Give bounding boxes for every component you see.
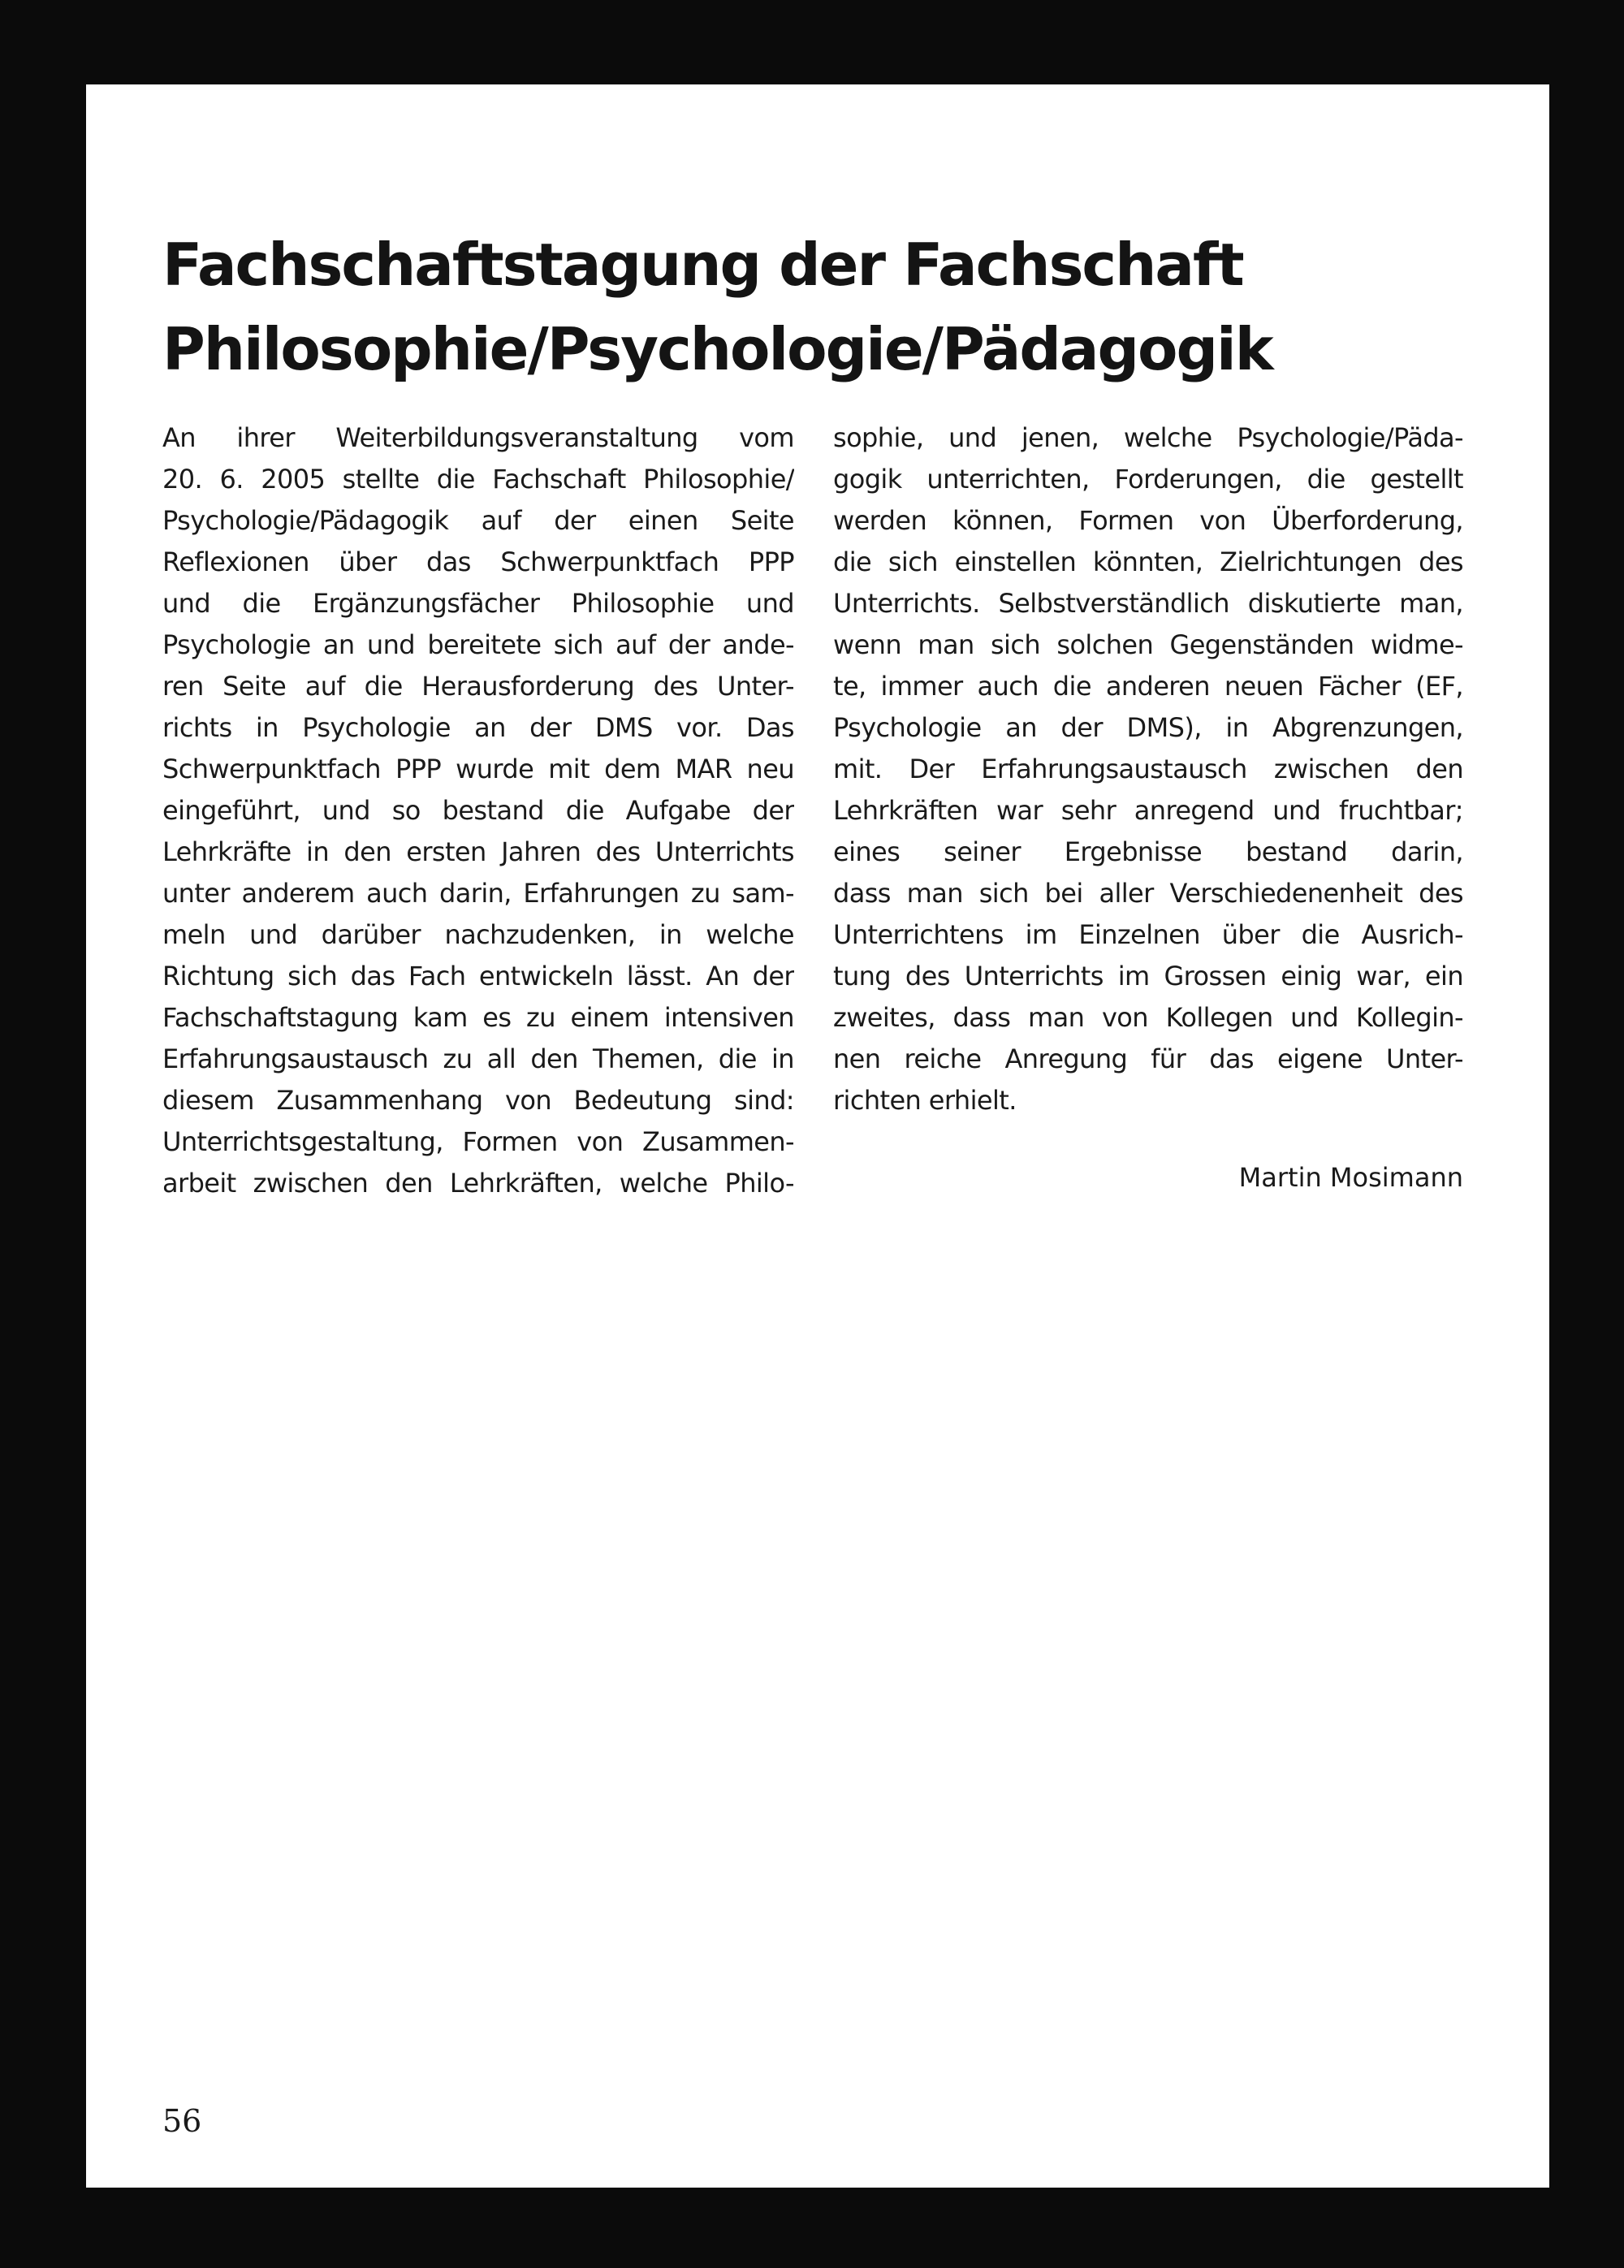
text-line: Unterrichts. Selbstverständlich diskutierte man, (833, 588, 1463, 619)
text-line: sophie, und jenen, welche Psychologie/Päda- (833, 422, 1463, 453)
text-line: Psychologie/Pädagogik auf der einen Seite (162, 505, 794, 536)
text-line: Schwerpunktfach PPP wurde mit dem MAR neu (162, 754, 794, 784)
document-page (86, 84, 1549, 2188)
text-line: dass man sich bei aller Verschiedenenheit des (833, 878, 1463, 909)
article-title (162, 222, 1494, 391)
text-line: wenn man sich solchen Gegenständen widme- (833, 629, 1463, 660)
text-line: 20. 6. 2005 stellte die Fachschaft Philosophie/ (162, 464, 794, 495)
text-line: ren Seite auf die Herausforderung des Unter- (162, 671, 794, 702)
text-line: Reflexionen über das Schwerpunktfach PPP (162, 546, 794, 577)
text-line: Unterrichtens im Einzelnen über die Ausrich- (833, 919, 1463, 950)
text-line: und die Ergänzungsfächer Philosophie und (162, 588, 794, 619)
text-line: Richtung sich das Fach entwickeln lässt. An der (162, 961, 794, 991)
text-line: meln und darüber nachzudenken, in welche (162, 919, 794, 950)
text-line: zweites, dass man von Kollegen und Kollegin- (833, 1002, 1463, 1033)
text-line: eingeführt, und so bestand die Aufgabe der (162, 795, 794, 826)
left-text-column (162, 417, 794, 1204)
text-line: Erfahrungsaustausch zu all den Themen, die in (162, 1043, 794, 1074)
text-line: mit. Der Erfahrungsaustausch zwischen den (833, 754, 1463, 784)
text-line: Lehrkräften war sehr anregend und fruchtbar; (833, 795, 1463, 826)
text-line: richts in Psychologie an der DMS vor. Das (162, 712, 794, 743)
title-line: Philosophie/Psychologie/Pädagogik (162, 315, 1272, 383)
text-line: Lehrkräfte in den ersten Jahren des Unterrichts (162, 836, 794, 867)
text-line: gogik unterrichten, Forderungen, die gestellt (833, 464, 1463, 495)
text-line: te, immer auch die anderen neuen Fächer (EF, (833, 671, 1463, 702)
text-line: tung des Unterrichts im Grossen einig war, ein (833, 961, 1463, 991)
right-text-column (833, 417, 1463, 1121)
text-line: nen reiche Anregung für das eigene Unter- (833, 1043, 1463, 1074)
page-number: 56 (162, 2103, 202, 2139)
author-signature: Martin Mosimann (1238, 1162, 1463, 1193)
title-line: Fachschaftstagung der Fachschaft (162, 231, 1243, 299)
text-line: eines seiner Ergebnisse bestand darin, (833, 836, 1463, 867)
text-line: richten erhielt. (833, 1085, 1017, 1116)
text-line: Unterrichtsgestaltung, Formen von Zusammen- (162, 1126, 794, 1157)
text-line: An ihrer Weiterbildungsveranstaltung vom (162, 422, 794, 453)
text-line: werden können, Formen von Überforderung, (833, 505, 1463, 536)
text-line: Psychologie an und bereitete sich auf der ande- (162, 629, 794, 660)
text-line: unter anderem auch darin, Erfahrungen zu sam- (162, 878, 794, 909)
text-line: arbeit zwischen den Lehrkräften, welche Philo- (162, 1168, 794, 1199)
text-line: Fachschaftstagung kam es zu einem intensiven (162, 1002, 794, 1033)
text-line: diesem Zusammenhang von Bedeutung sind: (162, 1085, 794, 1116)
text-line: die sich einstellen könnten, Zielrichtungen des (833, 546, 1463, 577)
text-line: Psychologie an der DMS), in Abgrenzungen, (833, 712, 1463, 743)
